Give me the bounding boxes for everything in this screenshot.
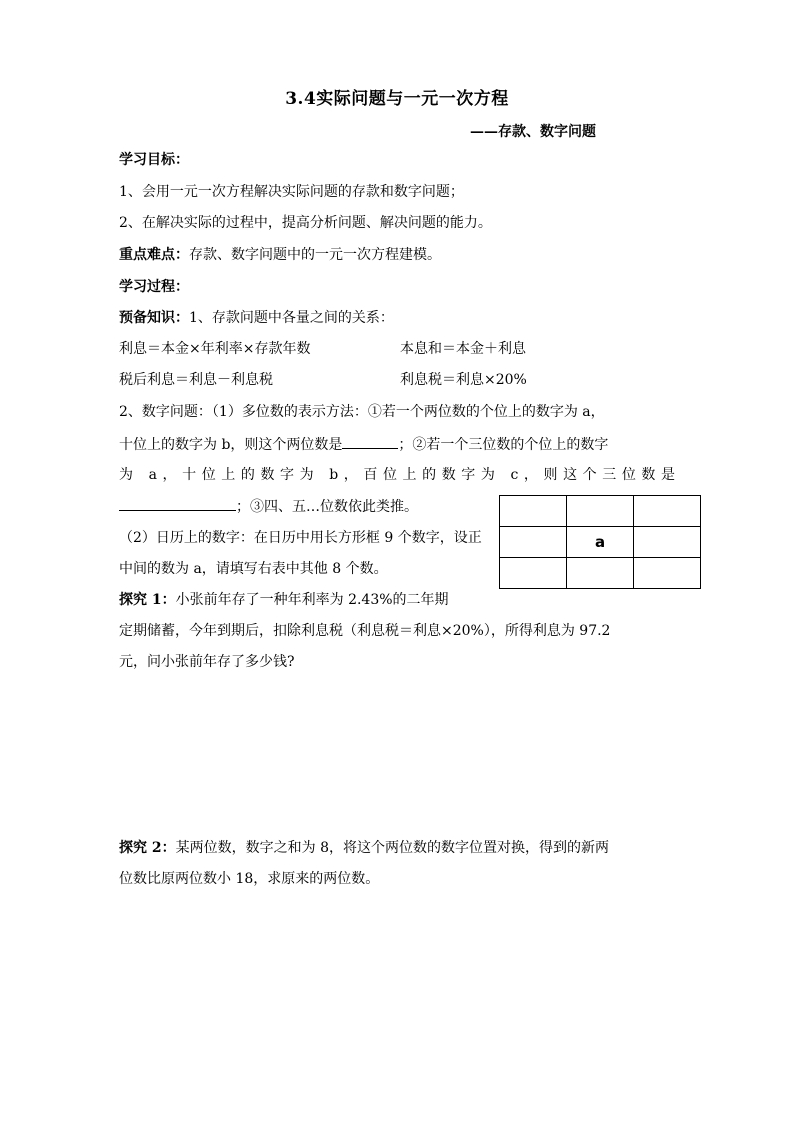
keypoints-text: 存款、数字问题中的一元一次方程建模。 — [189, 247, 441, 263]
explore1-line-1 — [119, 590, 449, 610]
digits-line-6: 中间的数为 a，请填写右表中其他 8 个数。 — [119, 561, 388, 577]
explore1-text-1: 小张前年存了一种年利率为 2.43%的二年期 — [175, 592, 449, 608]
digits-line-1: 2、数字问题：（1）多位数的表示方法：①若一个两位数的个位上的数字为 a， — [119, 404, 605, 420]
keypoints-line — [119, 245, 441, 265]
calendar-cell[interactable] — [500, 496, 567, 527]
calendar-cell-center: a — [567, 527, 634, 558]
explore2-label: 探究 2： — [119, 840, 176, 856]
explore2-line-2: 位数比原两位数小 18，求原来的两位数。 — [119, 871, 380, 887]
answer-blank-two-digit[interactable] — [342, 434, 398, 449]
answer-blank-three-digit[interactable] — [119, 496, 236, 511]
digits-line-3-text: 为 a，十位上的数字为 b，百位上的数字为 c，则这个三位数是 — [119, 467, 675, 483]
calendar-cell[interactable] — [567, 496, 634, 527]
process-heading: 学习过程： — [119, 279, 189, 295]
calendar-cell[interactable] — [634, 527, 701, 558]
prep-text: 1、存款问题中各量之间的关系： — [189, 310, 394, 326]
prep-label: 预备知识： — [119, 310, 189, 326]
formula-after-tax: 税后利息＝利息－利息税 — [119, 372, 273, 388]
calendar-cell[interactable] — [567, 558, 634, 589]
calendar-row — [500, 527, 701, 558]
digits-line-3 — [119, 465, 675, 485]
digits-line-2 — [119, 434, 608, 455]
page-subtitle: ——存款、数字问题 — [470, 124, 596, 140]
calendar-row — [500, 558, 701, 589]
calendar-grid — [499, 495, 701, 589]
digits-line-2b: ；②若一个三位数的个位上的数字 — [398, 437, 609, 453]
explore1-line-2: 定期储蓄，今年到期后，扣除利息税（利息税＝利息×20%），所得利息为 97.2 — [119, 623, 611, 639]
digits-line-4-text: ；③四、五…位数依此类推。 — [236, 499, 418, 515]
digits-line-5: （2）日历上的数字：在日历中用长方形框 9 个数字，设正 — [119, 530, 482, 546]
formula-tax: 利息税＝利息×20% — [400, 372, 527, 388]
calendar-cell[interactable] — [500, 558, 567, 589]
explore1-line-3: 元，问小张前年存了多少钱? — [119, 654, 295, 670]
calendar-row — [500, 496, 701, 527]
objective-item-2: 2、在解决实际的过程中，提高分析问题、解决问题的能力。 — [119, 215, 492, 231]
page-title: 3.4实际问题与一元一次方程 — [285, 89, 509, 109]
explore2-text-1: 某两位数，数字之和为 8，将这个两位数的数字位置对换，得到的新两 — [175, 840, 609, 856]
formula-total: 本息和＝本金＋利息 — [400, 341, 526, 357]
keypoints-label: 重点难点： — [119, 247, 189, 263]
objective-item-1: 1、会用一元一次方程解决实际问题的存款和数字问题； — [119, 184, 464, 200]
objectives-heading: 学习目标： — [119, 152, 189, 168]
calendar-cell[interactable] — [634, 558, 701, 589]
calendar-cell[interactable] — [634, 496, 701, 527]
explore2-line-1 — [119, 838, 609, 858]
prep-line — [119, 308, 394, 328]
digits-line-4 — [119, 496, 418, 517]
explore1-label: 探究 1： — [119, 592, 176, 608]
calendar-cell[interactable] — [500, 527, 567, 558]
formula-interest: 利息＝本金×年利率×存款年数 — [119, 341, 311, 357]
digits-line-2a: 十位上的数字为 b，则这个两位数是 — [119, 437, 343, 453]
